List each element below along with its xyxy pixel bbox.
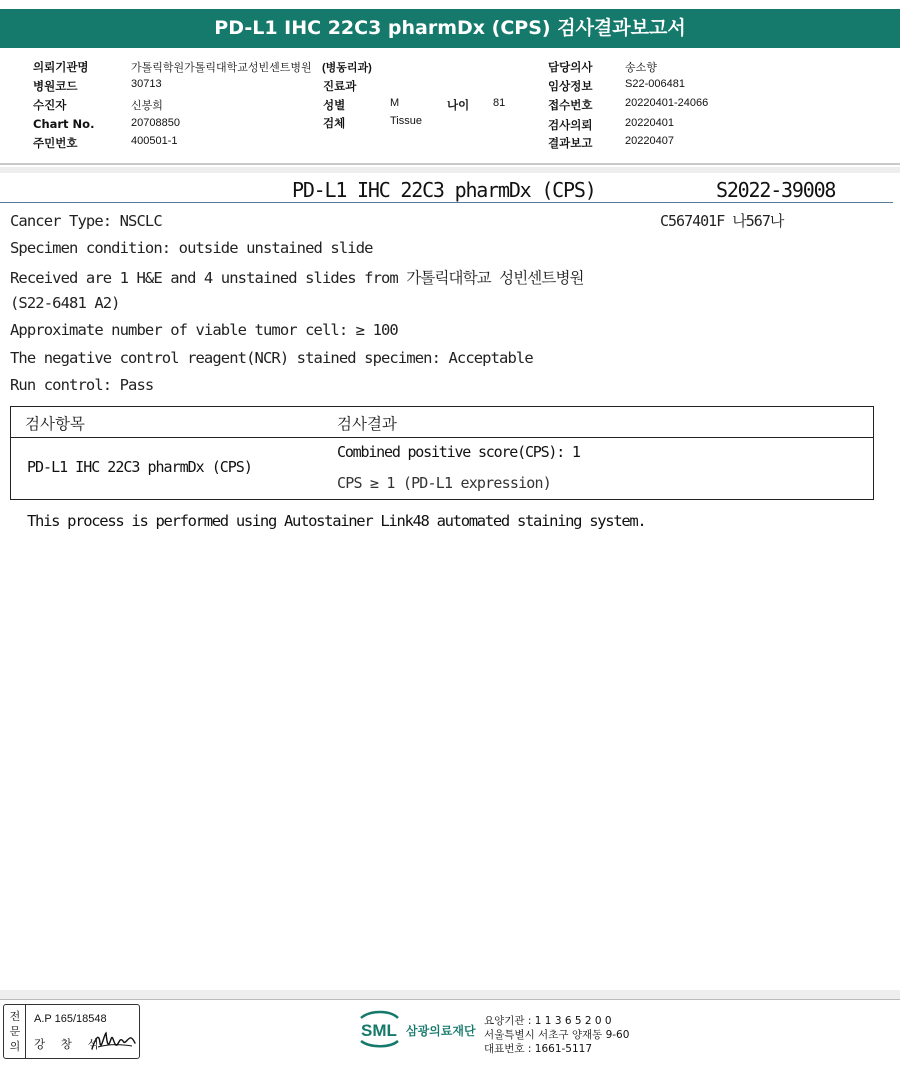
- chart-label: Chart No.: [33, 117, 95, 131]
- result-item: PD-L1 IHC 22C3 pharmDx (CPS): [27, 458, 252, 476]
- specimen-code: C567401F 나567나: [660, 212, 784, 230]
- request-label: 검사의뢰: [548, 118, 593, 132]
- report-title: PD-L1 IHC 22C3 pharmDx (CPS) 검사결과보고서: [0, 9, 900, 48]
- report-date-label: 결과보고: [548, 136, 593, 150]
- organization-address: 서울특별시 서초구 양재동 9-60: [484, 1029, 630, 1041]
- result-table: [10, 406, 874, 500]
- footer-shade: [0, 990, 900, 999]
- sex-value: M: [390, 97, 400, 109]
- resident-label: 주민번호: [33, 136, 78, 150]
- sml-logo-icon: [356, 1010, 402, 1048]
- report-date-value: 20220407: [625, 135, 674, 147]
- header-divider: [0, 163, 900, 165]
- chart-value: 20708850: [131, 117, 180, 129]
- hospital-code-value: 30713: [131, 78, 162, 90]
- doctor-value: 송소향: [625, 62, 657, 74]
- col-result-header: 검사결과: [337, 415, 397, 433]
- report-id: S2022-39008: [716, 178, 836, 202]
- clinical-label: 임상정보: [548, 79, 593, 93]
- report-head-rule: [0, 202, 893, 203]
- specimen-label: 검체: [323, 116, 346, 130]
- dept-label: 진료과: [323, 79, 357, 93]
- pathologist-signature-box: [3, 1004, 140, 1059]
- resident-value: 400501-1: [131, 135, 178, 147]
- ncr-line: The negative control reagent(NCR) stained specimen: Acceptable: [10, 349, 533, 367]
- header-divider-shade: [0, 167, 900, 173]
- report-test-name: PD-L1 IHC 22C3 pharmDx (CPS): [292, 178, 596, 202]
- doctor-label: 담당의사: [548, 60, 593, 74]
- age-label: 나이: [447, 98, 470, 112]
- result-cps-interpretation: CPS ≥ 1 (PD-L1 expression): [337, 474, 552, 492]
- organization-name: 삼광의료재단: [406, 1024, 476, 1038]
- license-number: A.P 165/18548: [34, 1013, 107, 1025]
- patient-info-header: [0, 0, 900, 170]
- specimen-value: Tissue: [390, 115, 422, 127]
- run-control-line: Run control: Pass: [10, 376, 154, 394]
- receipt-label: 접수번호: [548, 98, 593, 112]
- slide-ref-line: (S22-6481 A2): [10, 294, 120, 312]
- institution-code: 요양기관 : 1 1 3 6 5 2 0 0: [484, 1015, 612, 1027]
- patient-value: 신봉희: [131, 100, 163, 112]
- tumor-cell-line: Approximate number of viable tumor cell: ≥ 100: [10, 321, 398, 339]
- patient-label: 수진자: [33, 98, 67, 112]
- specimen-condition-line: Specimen condition: outside unstained slide: [10, 239, 373, 257]
- handwritten-signature: [90, 1029, 136, 1055]
- request-value: 20220401: [625, 117, 674, 129]
- pathologist-name: 강 창 석: [34, 1037, 105, 1051]
- institution-label: 의뢰기관명: [33, 60, 89, 74]
- sex-label: 성별: [323, 98, 346, 112]
- svg-text:SML: SML: [361, 1021, 397, 1040]
- institution-value: 가톨릭학원가톨릭대학교성빈센트병원: [131, 62, 312, 74]
- result-table-header: [11, 407, 873, 438]
- received-slides-line: Received are 1 H&E and 4 unstained slides from 가톨릭대학교 성빈센트병원: [10, 269, 584, 287]
- clinical-value: S22-006481: [625, 78, 685, 90]
- result-cps-score: Combined positive score(CPS): 1: [337, 443, 580, 461]
- cancer-type-line: Cancer Type: NSCLC: [10, 212, 162, 230]
- organization-phone: 대표번호 : 1661-5117: [484, 1043, 593, 1055]
- signature-divider: [25, 1005, 26, 1058]
- receipt-value: 20220401-24066: [625, 97, 709, 109]
- footer-rule: [0, 999, 900, 1000]
- age-value: 81: [493, 97, 506, 109]
- process-note: This process is performed using Autostainer Link48 automated staining system.: [27, 512, 646, 530]
- col-item-header: 검사항목: [25, 415, 85, 433]
- hospital-code-label: 병원코드: [33, 79, 78, 93]
- institution-suffix: (병동리과): [322, 62, 372, 74]
- specialist-vertical-label: 전 문 의: [9, 1010, 21, 1053]
